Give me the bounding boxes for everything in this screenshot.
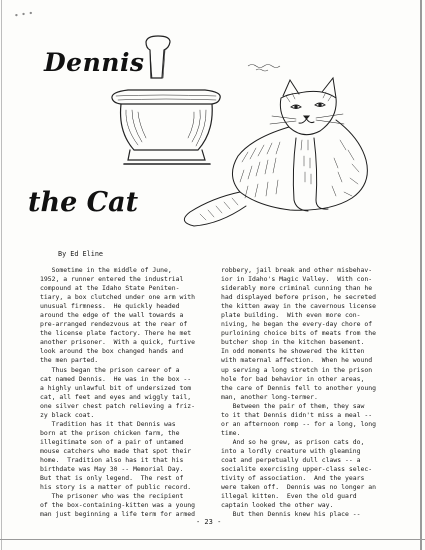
text-line: pre-arranged rendezvous at the rear of <box>40 320 188 329</box>
text-line: the care of Dennis fell to another young <box>221 383 377 392</box>
article-title-top: Dennis <box>44 48 145 77</box>
text-line: niving, he began the every-day chore of <box>221 320 373 329</box>
text-line: time. <box>221 428 241 437</box>
text-line: man, another long-termer. <box>221 392 318 401</box>
cat-drawing <box>184 78 367 226</box>
text-line: into a lordly creature with gleaming <box>221 446 361 455</box>
text-line: plate building. With even more con- <box>221 311 361 320</box>
text-line: or an afternoon romp -- for a long, long <box>221 419 377 428</box>
text-line: were taken off. Dennis was no longer an <box>221 483 377 492</box>
text-line: compound at the Idaho State Peniten- <box>40 284 180 293</box>
text-line: cat, all feet and eyes and wiggly tail, <box>40 392 192 401</box>
text-line: man just beginning a life term for armed <box>40 510 196 519</box>
text-line: In odd moments he showered the kitten <box>221 347 365 356</box>
page-bottom-edge <box>0 539 425 540</box>
text-line: hole for bad behavior in other areas, <box>221 374 365 383</box>
text-line: of the box-containing-kitten was a young <box>40 501 196 510</box>
text-line: home. Tradition also has it that his <box>40 455 184 464</box>
text-line: Sometime in the middle of June, <box>40 266 172 274</box>
text-line: around the edge of the wall towards a <box>40 311 184 320</box>
text-line: Between the pair of them, they saw <box>221 401 365 410</box>
text-line: one silver chest patch relieving a friz- <box>40 401 196 410</box>
text-line: tivity of association. And the years <box>221 474 365 483</box>
left-column <box>40 266 218 519</box>
text-line: to it that Dennis didn't miss a meal -- <box>221 410 373 419</box>
text-line: illegal kitten. Even the old guard <box>221 492 357 501</box>
text-line: The prisoner who was the recipient <box>40 492 184 501</box>
text-line: the license plate factory. There he met <box>40 329 192 338</box>
text-line: born at the prison chicken farm, the <box>40 428 180 437</box>
page-number: - 23 - <box>196 518 222 526</box>
text-line: robbery, jail break and other misbehav- <box>221 266 373 274</box>
text-line: Thus began the prison career of a <box>40 365 180 374</box>
text-line: 1952, a runner entered the industrial <box>40 275 184 284</box>
text-line: with maternal affection. When he wound <box>221 356 373 365</box>
text-line: coat and perpetually dull claws -- a <box>221 455 361 464</box>
text-line: tiary, a box clutched under one arm with <box>40 293 196 302</box>
text-line: up serving a long stretch in the prison <box>221 365 373 374</box>
text-line: birthdate was May 30 -- Memorial Day. <box>40 465 184 474</box>
text-line: But that is only legend. The rest of <box>40 474 184 483</box>
text-line: Tradition has it that Dennis was <box>40 419 176 428</box>
text-line: look around the box changed hands and <box>40 347 184 356</box>
text-line: siderably more criminal cunning than he <box>221 284 373 293</box>
text-line: And so he grew, as prison cats do, <box>221 437 365 446</box>
page-smudge-mark: • • • <box>13 8 34 21</box>
text-line: a highly unlawful bit of undersized tom <box>40 383 192 392</box>
text-line: ior in Idaho's Magic Valley. With con- <box>221 275 373 284</box>
text-line: illegitimate son of a pair of untamed <box>40 437 184 446</box>
text-line: mouse catchers who made that spot their <box>40 446 192 455</box>
text-line: But then Dennis knew his place -- <box>221 510 361 519</box>
text-line: had displayed before prison, he secreted <box>221 293 377 302</box>
text-line: the kitten away in the cavernous license <box>221 302 377 311</box>
text-line: purloining choice bits of meats from the <box>221 329 377 338</box>
text-line: another prisoner. With a quick, furtive <box>40 338 196 347</box>
byline: By Ed Eline <box>58 250 104 258</box>
decorative-squiggle <box>248 65 280 72</box>
text-line: cat named Dennis. He was in the box -- <box>40 374 192 383</box>
text-line: unusual firmness. He quickly headed <box>40 302 180 311</box>
right-column <box>221 266 399 519</box>
text-line: the men parted. <box>40 356 99 365</box>
text-line: zy black coat. <box>40 410 95 419</box>
article-title-bottom: the Cat <box>28 187 139 218</box>
text-line: butcher shop in the kitchen basement. <box>221 338 365 347</box>
text-line: captain looked the other way. <box>221 501 334 510</box>
text-line: his story is a matter of public record. <box>40 483 192 492</box>
text-line: socialite exercising upper-class selec- <box>221 465 373 474</box>
